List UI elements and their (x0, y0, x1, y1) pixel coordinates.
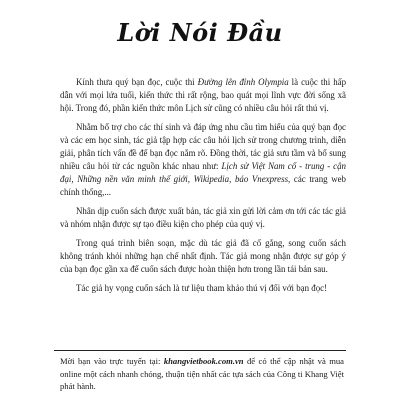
paragraph-4-text: Trong quá trình biên soạn, mặc dù tác giả đã cố gắng, song cuốn sách không tránh khỏi những hạn chế nhất định. Tác giả mong nhận được sự góp ý của bạn đọc gần xa để cuốn sách được hoàn thiện hơn trong lần tái bản sau. (60, 238, 346, 274)
paragraph-2 (60, 121, 346, 199)
footer-note (60, 355, 344, 393)
paragraph-1-text-end: là cuộc thi hấp dẫn với mọi lứa tuổi, kiến thức thi rất rộng, bao quát mọi lĩnh vực đời sống xã hội. Trong đó, phần kiến thức môn Lịch sử cũng có nhiều câu hỏi rất thú vị. (60, 77, 347, 113)
paragraph-5 (60, 282, 346, 295)
paragraph-2-text-end: , các trang web chính thống,... (60, 174, 346, 197)
footer-divider (54, 350, 346, 351)
paragraph-2-text: Nhằm bổ trợ cho các thí sinh và đáp ứng nhu cầu tìm hiểu của quý bạn đọc và các em học sinh, tác giả tập hợp các câu hỏi lịch sử trong chương trình, diễn giải, phân tích vấn đề để bạn đọc nắm rõ. Đồng thời, tác giả sưu tầm và bổ sung nhiều câu hỏi từ các nguồn khác nhau như: (60, 122, 346, 171)
preface-body (60, 76, 346, 301)
paragraph-5-text: Tác giả hy vọng cuốn sách là tư liệu tham khảo thú vị đối với bạn đọc! (76, 283, 328, 293)
paragraph-4 (60, 237, 346, 276)
footer-text-end: để có thể cập nhật và mua online một cách nhanh chóng, thuận tiện nhất các tựa sách của Công ti Khang Việt phát hành. (60, 356, 344, 391)
paragraph-1-italic: Đường lên đỉnh Olympia (197, 77, 289, 87)
paragraph-3 (60, 205, 346, 231)
paragraph-1-text: Kính thưa quý bạn đọc, cuộc thi (76, 77, 198, 87)
paragraph-1 (60, 76, 346, 115)
paragraph-3-text: Nhân dịp cuốn sách được xuất bản, tác giả xin gửi lời cảm ơn tới các tác giả và nhóm nhận được sự tạo điều kiện cho phép của quý vị. (60, 206, 346, 229)
page-title: Lời Nói Đầu (117, 18, 283, 47)
footer-text: Mời bạn vào trực tuyến tại: (60, 356, 164, 366)
paragraph-2-italic: Lịch sử Việt Nam cổ - trung - cận đại, Những nền văn minh thế giới, Wikipedia, báo Vnexpress (60, 161, 346, 184)
footer-link[interactable]: khangvietbook.com.vn (163, 356, 244, 366)
